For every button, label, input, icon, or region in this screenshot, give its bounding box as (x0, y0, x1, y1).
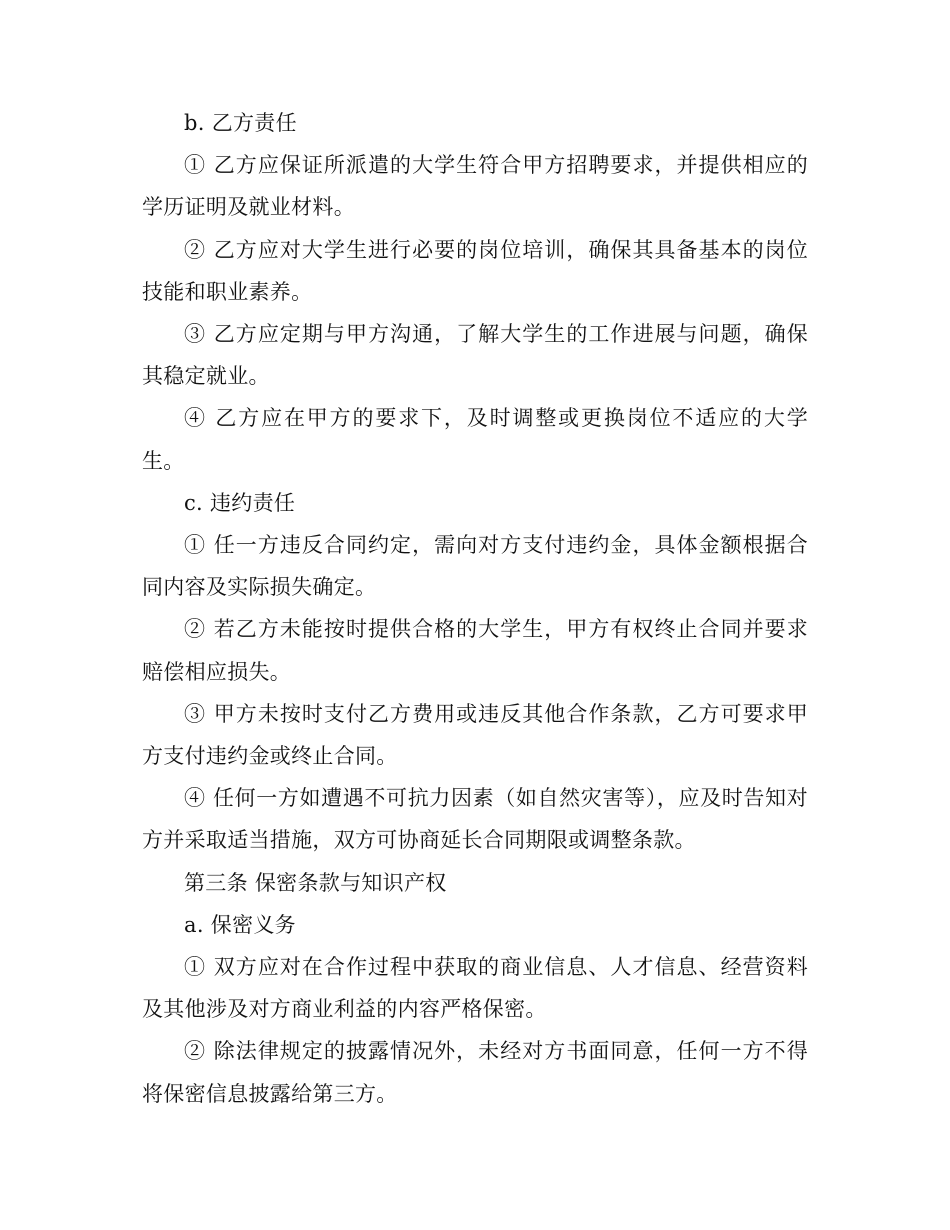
paragraph-b2: ② 乙方应对大学生进行必要的岗位培训，确保其具备基本的岗位技能和职业素养。 (142, 237, 808, 304)
paragraph-b4: ④ 乙方应在甲方的要求下，及时调整或更换岗位不适应的大学生。 (142, 406, 808, 473)
paragraph-c4: ④ 任何一方如遭遇不可抗力因素（如自然灾害等），应及时告知对方并采取适当措施，双方可协商延长合同期限或调整条款。 (142, 786, 808, 853)
section-heading-c-breach-liability: c. 违约责任 (184, 490, 296, 515)
paragraph-c3: ③ 甲方未按时支付乙方费用或违反其他合作条款，乙方可要求甲方支付违约金或终止合同。 (142, 701, 808, 769)
section-heading-b-party-b-duties: b. 乙方责任 (184, 111, 297, 135)
document-body (142, 102, 808, 1115)
paragraph-c1: ① 任一方违反合同约定，需向对方支付违约金，具体金额根据合同内容及实际损失确定。 (142, 533, 808, 600)
paragraph-a2: ② 除法律规定的披露情况外，未经对方书面同意，任何一方不得将保密信息披露给第三方。 (142, 1039, 808, 1106)
paragraph-b3: ③ 乙方应定期与甲方沟通，了解大学生的工作进展与问题，确保其稳定就业。 (142, 322, 808, 389)
article-heading-3-confidentiality: 第三条 保密条款与知识产权 (184, 870, 447, 895)
paragraph-a1: ① 双方应对在合作过程中获取的商业信息、人才信息、经营资料及其他涉及对方商业利益的内容严格保密。 (142, 955, 808, 1022)
paragraph-c2: ② 若乙方未能按时提供合格的大学生，甲方有权终止合同并要求赔偿相应损失。 (142, 617, 808, 684)
section-heading-a-confidentiality-duty: a. 保密义务 (184, 912, 296, 937)
paragraph-b1: ① 乙方应保证所派遣的大学生符合甲方招聘要求，并提供相应的学历证明及就业材料。 (142, 153, 808, 220)
